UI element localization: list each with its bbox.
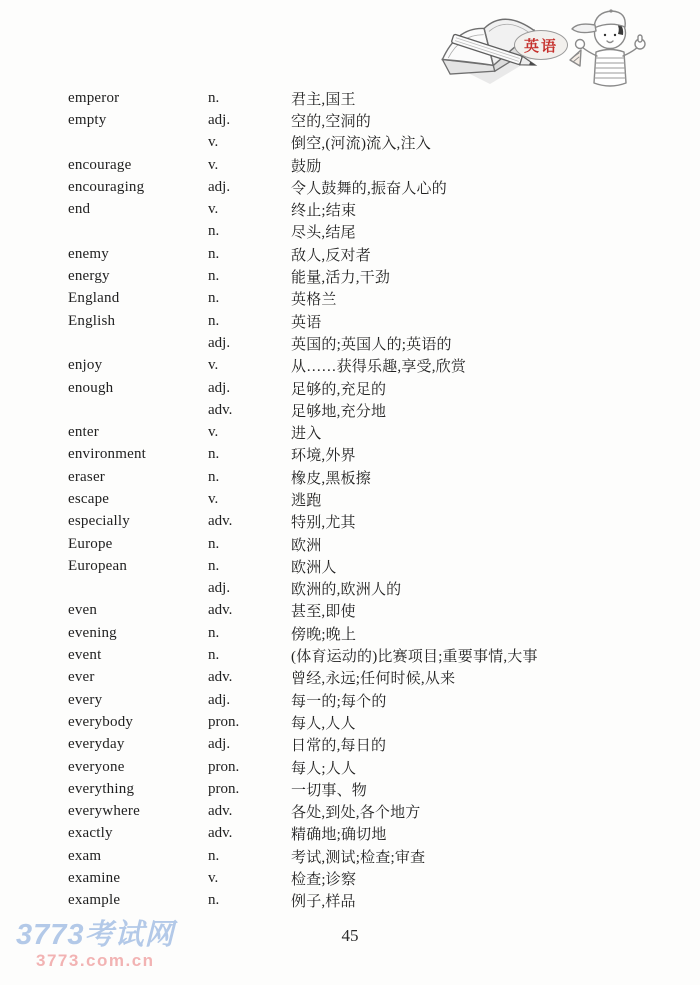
chinese-definition: 精确地;确切地 (291, 827, 387, 844)
part-of-speech: pron. (208, 713, 240, 730)
vocab-row (68, 132, 680, 154)
vocab-row (68, 288, 680, 310)
chinese-definition: 终止;结束 (291, 203, 357, 220)
english-word: Europe (68, 535, 113, 552)
chinese-definition: 考试,测试;检查;审查 (291, 849, 426, 866)
vocab-row (68, 711, 680, 733)
part-of-speech: v. (208, 870, 219, 887)
chinese-definition: 进入 (291, 426, 322, 443)
chinese-definition: 从……获得乐趣,享受,欣赏 (291, 359, 467, 376)
chinese-definition: 傍晚;晚上 (291, 626, 357, 643)
watermark-site-name: 3773考试网 (16, 919, 175, 951)
chinese-definition: 每人;人人 (291, 760, 357, 777)
chinese-definition: 曾经,永远;任何时候,从来 (291, 671, 456, 688)
chinese-definition: 一切事、物 (291, 782, 368, 799)
english-word: event (68, 647, 102, 664)
subject-badge-label: 英语 (523, 38, 558, 55)
part-of-speech: adj. (208, 736, 231, 753)
part-of-speech: v. (208, 424, 219, 441)
part-of-speech: adv. (208, 513, 233, 530)
chinese-definition: 英国的;英国人的;英语的 (291, 336, 452, 353)
vocab-row (68, 644, 680, 666)
vocab-row (68, 109, 680, 131)
english-word: exactly (68, 825, 113, 842)
vocab-row (68, 221, 680, 243)
part-of-speech: n. (208, 312, 220, 329)
part-of-speech: adv. (208, 602, 233, 619)
vocab-row (68, 399, 680, 421)
part-of-speech: adj. (208, 178, 231, 195)
chinese-definition: 君主,国王 (291, 91, 356, 108)
vocab-row (68, 823, 680, 845)
chinese-definition: 空的,空洞的 (291, 113, 371, 130)
vocab-row (68, 310, 680, 332)
english-word: energy (68, 268, 110, 285)
part-of-speech: n. (208, 245, 220, 262)
english-word: every (68, 691, 103, 708)
english-word: even (68, 602, 98, 619)
vocab-row (68, 332, 680, 354)
chinese-definition: 橡皮,黑板擦 (291, 470, 371, 487)
part-of-speech: n. (208, 647, 220, 664)
chinese-definition: 欧洲 (291, 537, 322, 554)
chinese-definition: 各处,到处,各个地方 (291, 805, 421, 822)
english-word: England (68, 290, 120, 307)
vocab-row (68, 87, 680, 109)
page-number: 45 (341, 926, 359, 945)
english-word: everyday (68, 736, 125, 753)
chinese-definition: 甚至,即使 (291, 604, 356, 621)
part-of-speech: adj. (208, 334, 231, 351)
chinese-definition: 欧洲的,欧洲人的 (291, 582, 402, 599)
part-of-speech: adv. (208, 669, 233, 686)
vocab-row (68, 600, 680, 622)
vocab-row (68, 890, 680, 912)
english-word: encouraging (68, 178, 145, 195)
vocab-row (68, 667, 680, 689)
part-of-speech: n. (208, 446, 220, 463)
part-of-speech: pron. (208, 780, 240, 797)
vocab-row (68, 867, 680, 889)
english-word: escape (68, 490, 110, 507)
vocab-row (68, 555, 680, 577)
english-word: enter (68, 424, 99, 441)
english-word: exam (68, 847, 102, 864)
part-of-speech: v. (208, 156, 219, 173)
chinese-definition: 检查;诊察 (291, 872, 357, 889)
english-word: environment (68, 446, 147, 463)
vocab-row (68, 578, 680, 600)
english-word: everyone (68, 758, 125, 775)
english-word: evening (68, 624, 117, 641)
vocab-row (68, 198, 680, 220)
chinese-definition: 环境,外界 (291, 448, 356, 465)
header-illustration (428, 0, 673, 96)
chinese-definition: 倒空,(河流)流入,注入 (291, 136, 431, 153)
vocab-row (68, 265, 680, 287)
vocab-row (68, 756, 680, 778)
chinese-definition: (体育运动的)比赛项目;重要事情,大事 (291, 649, 538, 666)
vocab-row (68, 154, 680, 176)
part-of-speech: v. (208, 201, 219, 218)
part-of-speech: n. (208, 468, 220, 485)
part-of-speech: v. (208, 134, 219, 151)
chinese-definition: 英格兰 (291, 292, 337, 309)
vocab-row (68, 466, 680, 488)
chinese-definition: 鼓励 (291, 158, 322, 175)
english-word: everywhere (68, 803, 140, 820)
part-of-speech: adv. (208, 825, 233, 842)
chinese-definition: 逃跑 (291, 492, 322, 509)
part-of-speech: n. (208, 847, 220, 864)
part-of-speech: n. (208, 557, 220, 574)
vocab-row (68, 778, 680, 800)
english-word: encourage (68, 156, 132, 173)
english-word: everything (68, 780, 135, 797)
part-of-speech: pron. (208, 758, 240, 775)
english-word: enjoy (68, 357, 103, 374)
part-of-speech: adj. (208, 111, 231, 128)
english-word: empty (68, 111, 107, 128)
part-of-speech: v. (208, 490, 219, 507)
part-of-speech: n. (208, 268, 220, 285)
chinese-definition: 每人,人人 (291, 715, 356, 732)
part-of-speech: v. (208, 357, 219, 374)
chinese-definition: 每一的;每个的 (291, 693, 387, 710)
vocab-row (68, 622, 680, 644)
chinese-definition: 尽头,结尾 (291, 225, 356, 242)
part-of-speech: n. (208, 290, 220, 307)
student-thumbs-up-icon (560, 4, 660, 94)
english-word: everybody (68, 713, 134, 730)
chinese-definition: 敌人,反对者 (291, 247, 371, 264)
vocab-row (68, 511, 680, 533)
chinese-definition: 欧洲人 (291, 559, 337, 576)
vocab-row (68, 444, 680, 466)
vocab-row (68, 488, 680, 510)
english-word: ever (68, 669, 95, 686)
part-of-speech: n. (208, 223, 220, 240)
chinese-definition: 日常的,每日的 (291, 738, 387, 755)
chinese-definition: 英语 (291, 314, 322, 331)
watermark (16, 921, 236, 969)
part-of-speech: n. (208, 892, 220, 909)
chinese-definition: 令人鼓舞的,振奋人心的 (291, 180, 447, 197)
english-word: enough (68, 379, 114, 396)
vocab-row (68, 421, 680, 443)
chinese-definition: 足够地,充分地 (291, 403, 387, 420)
english-word: examine (68, 870, 121, 887)
english-word: English (68, 312, 116, 329)
vocab-row (68, 533, 680, 555)
vocab-row (68, 734, 680, 756)
chinese-definition: 例子,样品 (291, 894, 356, 911)
part-of-speech: adj. (208, 379, 231, 396)
part-of-speech: adv. (208, 803, 233, 820)
english-word: eraser (68, 468, 106, 485)
vocab-row (68, 801, 680, 823)
chinese-definition: 能量,活力,干劲 (291, 270, 391, 287)
english-word: example (68, 892, 121, 909)
vocabulary-list (68, 87, 680, 912)
english-word: enemy (68, 245, 109, 262)
part-of-speech: n. (208, 535, 220, 552)
vocab-row (68, 377, 680, 399)
part-of-speech: adv. (208, 401, 233, 418)
part-of-speech: adj. (208, 691, 231, 708)
part-of-speech: n. (208, 624, 220, 641)
chinese-definition: 特别,尤其 (291, 515, 356, 532)
english-word: especially (68, 513, 130, 530)
vocab-row (68, 845, 680, 867)
english-word: European (68, 557, 128, 574)
vocab-row (68, 243, 680, 265)
english-word: emperor (68, 89, 120, 106)
watermark-site-url: 3773.com.cn (36, 951, 155, 970)
part-of-speech: adj. (208, 580, 231, 597)
chinese-definition: 足够的,充足的 (291, 381, 387, 398)
english-word: end (68, 201, 91, 218)
part-of-speech: n. (208, 89, 220, 106)
vocab-row (68, 355, 680, 377)
vocab-row (68, 176, 680, 198)
vocab-row (68, 689, 680, 711)
